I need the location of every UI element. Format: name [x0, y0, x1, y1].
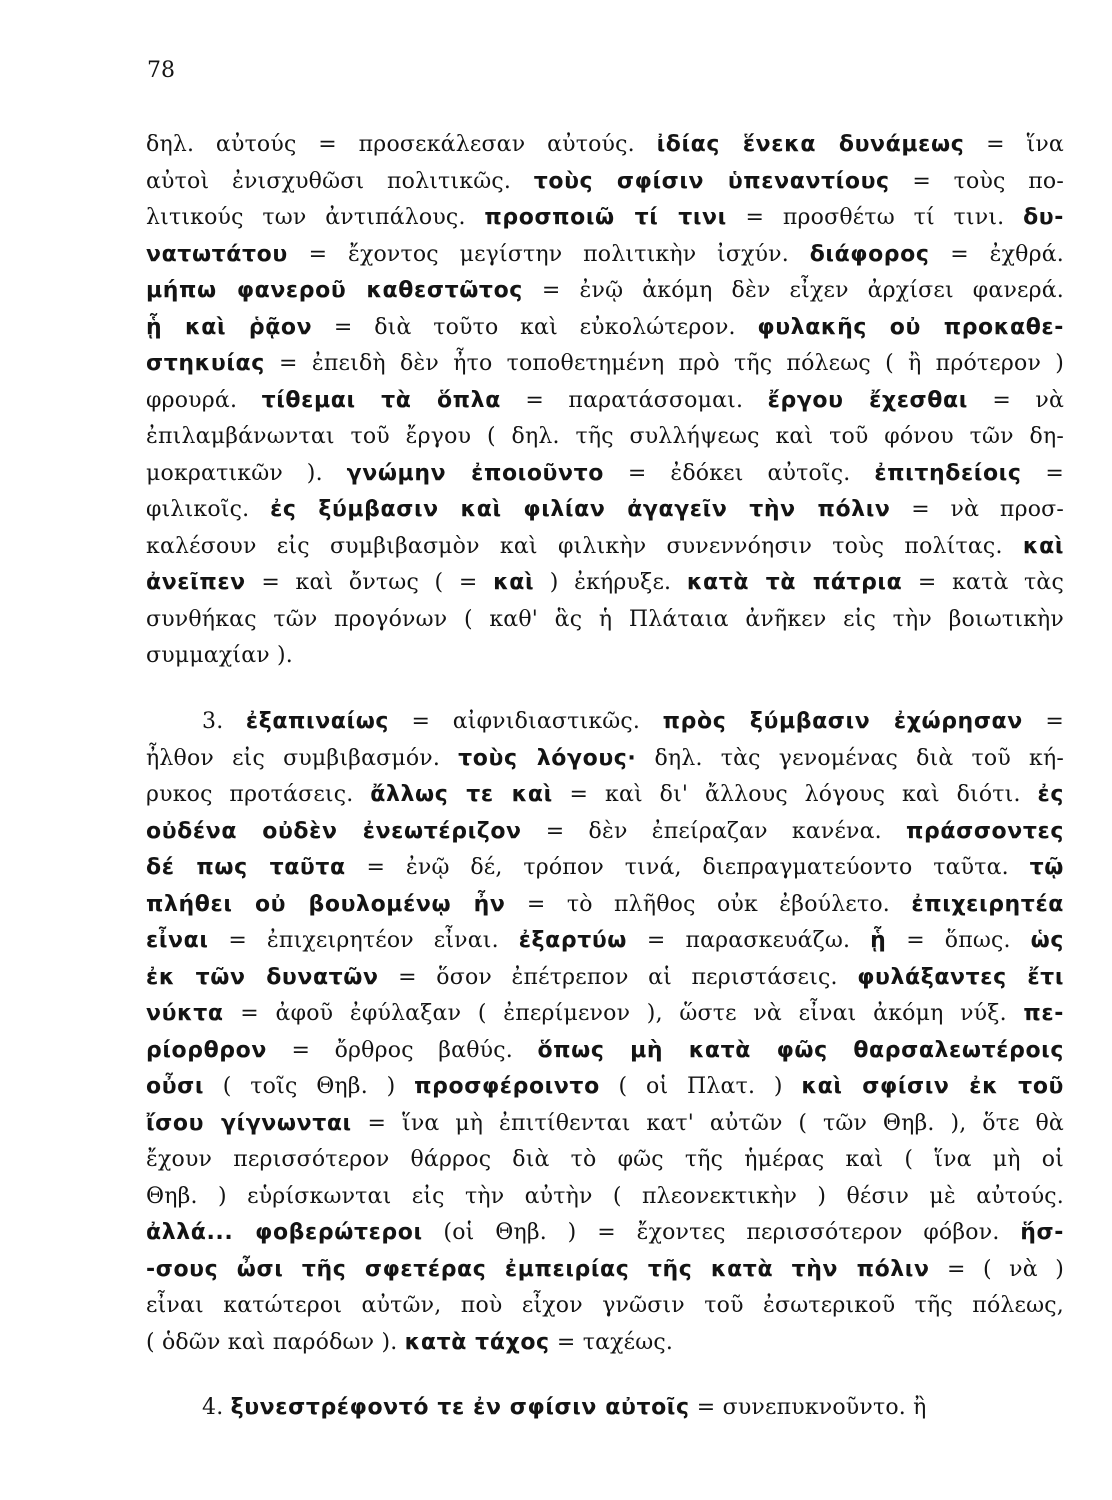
text-line [146, 814, 1064, 851]
lemma-term: ἐξαπιναίως [245, 709, 390, 734]
gloss-text: ἔχουν περισσότερον θάρρος διὰ τὸ φῶς τῆς ἡμέρας καὶ ( ἵνα μὴ οἱ [146, 1147, 1064, 1172]
gloss-text: = τοὺς πο- [889, 168, 1064, 194]
gloss-text: = κατὰ τὰς [902, 570, 1064, 595]
lemma-term: ἐπιτηδείοις [874, 460, 1022, 486]
gloss-text: δηλ. τὰς γενομένας διὰ τοῦ κή- [636, 745, 1064, 771]
text-line [146, 850, 1064, 887]
lemma-term: ρίορθρον [146, 1037, 267, 1063]
gloss-text: ( τοῖς Θηβ. ) [204, 1074, 415, 1099]
gloss-text: φιλικοῖς. [146, 497, 271, 522]
text-line [146, 127, 1064, 164]
gloss-text: = ἐνῷ δέ, τρόπον τινά, διεπραγματεύοντο ταῦτα. [345, 855, 1030, 880]
gloss-text: ἐπιλαμβάνωνται τοῦ ἔργου ( δηλ. τῆς συλλήψεως καὶ τοῦ φόνου τῶν δη- [146, 424, 1064, 449]
gloss-text: = ἔχοντος μεγίστην πολιτικὴν ἰσχύν. [287, 241, 810, 267]
lemma-term: προσφέροιντο [414, 1074, 600, 1099]
lemma-term: ἴσου γίγνωνται [146, 1110, 352, 1136]
lemma-term: ἐς [1037, 782, 1064, 807]
gloss-text: = ἐπιχειρητέον εἶναι. [208, 928, 519, 953]
lemma-term: τῷ [1029, 855, 1064, 880]
gloss-text: = ἵνα μὴ ἐπιτίθενται κατ' αὐτῶν ( τῶν Θηβ. ), ὅτε θὰ [351, 1110, 1064, 1136]
lemma-term: τοὺς λόγους· [458, 745, 637, 771]
lemma-term: κατὰ τὰ πάτρια [686, 570, 903, 595]
lemma-term: προσποιῶ τί τινι [484, 205, 727, 230]
gloss-text: = [1021, 460, 1064, 486]
lemma-term: καὶ [1022, 533, 1064, 559]
gloss-text: συμμαχίαν ). [146, 643, 294, 668]
text-line [146, 923, 1064, 960]
gloss-text: = ὄρθρος βαθύς. [266, 1037, 538, 1063]
lemma-term: φυλακῆς οὐ προκαθε- [757, 314, 1064, 340]
lemma-term: διάφορος [809, 241, 930, 267]
lemma-term: μήπω φανεροῦ καθεστῶτος [146, 278, 523, 303]
lemma-term: ὡς [1030, 928, 1064, 953]
text-line [146, 346, 1064, 383]
lemma-term: ἐξαρτύω [518, 928, 628, 953]
gloss-text: = ( νὰ ) [929, 1256, 1064, 1282]
gloss-text: = προσθέτω τί τινι. [726, 205, 1024, 230]
text-line [146, 602, 1064, 639]
gloss-text: = ἵνα [964, 132, 1064, 157]
gloss-text: 3. [202, 709, 246, 734]
text-line [146, 310, 1064, 347]
lemma-term: κατὰ τάχος [404, 1329, 550, 1355]
lemma-term: γνώμην ἐποιοῦντο [346, 460, 604, 486]
text-line [146, 777, 1064, 814]
lemma-term: ἰδίας ἕνεκα δυνάμεως [656, 132, 965, 157]
text-line [146, 1325, 1064, 1362]
text-line [146, 1252, 1064, 1289]
gloss-text: = ἀφοῦ ἐφύλαξαν ( ἐπερίμενον ), ὥστε νὰ εἶναι ἀκόμη νύξ. [223, 1001, 1024, 1026]
gloss-text: ( οἱ Πλατ. ) [599, 1074, 802, 1099]
gloss-text: (οἱ Θηβ. ) = ἔχοντες περισσότερον φόβον. [422, 1220, 1021, 1245]
text-line [146, 1142, 1064, 1179]
gloss-text: αὐτοὶ ἐνισχυθῶσι πολιτικῶς. [146, 168, 534, 194]
gloss-text: ) ἐκήρυξε. [534, 570, 687, 595]
text-line [146, 1179, 1064, 1216]
gloss-text: μοκρατικῶν ). [146, 460, 347, 486]
commentary-paragraph-4 [146, 1390, 1064, 1427]
gloss-text: = ὅπως. [886, 928, 1031, 953]
gloss-text: ρυκος προτάσεις. [146, 782, 371, 807]
lemma-term: -σους ὦσι τῆς σφετέρας ἐμπειρίας τῆς κατὰ τὴν πόλιν [146, 1256, 930, 1282]
text-line [146, 529, 1064, 566]
lemma-term: ἐς ξύμβασιν καὶ φιλίαν ἀγαγεῖν τὴν πόλιν [270, 497, 891, 522]
lemma-term: νατωτάτου [146, 241, 288, 267]
gloss-text: = συνεπυκνοῦντο. ἢ [689, 1395, 927, 1420]
gloss-text: εἶναι κατώτεροι αὐτῶν, ποὺ εἶχον γνῶσιν τοῦ ἐσωτερικοῦ τῆς πόλεως, [146, 1293, 1064, 1318]
text-line [146, 237, 1064, 274]
gloss-text: = ἐνῷ ἀκόμη δὲν εἶχεν ἀρχίσει φανερά. [522, 278, 1064, 303]
gloss-text: = καὶ ὄντως ( = [245, 570, 494, 595]
lemma-term: ἀνεῖπεν [146, 570, 246, 595]
lemma-term: καὶ σφίσιν ἐκ τοῦ [801, 1074, 1064, 1099]
lemma-term: οὖσι [146, 1074, 205, 1099]
text-line [146, 164, 1064, 201]
text-line [146, 200, 1064, 237]
lemma-term: στηκυίας [146, 351, 265, 376]
gloss-text: καλέσουν εἰς συμβιβασμὸν καὶ φιλικὴν συνεννόησιν τοὺς πολίτας. [146, 533, 1023, 559]
lemma-term: πράσσοντες [906, 818, 1064, 844]
lemma-term: ᾗ καὶ ῥᾷον [146, 314, 313, 340]
gloss-text: = παρατάσσομαι. [500, 387, 768, 413]
text-line [146, 741, 1064, 778]
lemma-term: ᾗ [870, 928, 887, 953]
lemma-term: πλήθει οὐ βουλομένῳ ἦν [146, 891, 506, 917]
lemma-term: ξυνεστρέφοντό τε ἐν σφίσιν αὐτοῖς [230, 1395, 690, 1420]
lemma-term: τίθεμαι τὰ ὅπλα [261, 387, 501, 413]
gloss-text: = ἐπειδὴ δὲν ἦτο τοποθετημένη πρὸ τῆς πόλεως ( ἢ πρότερον ) [264, 351, 1064, 376]
gloss-text: = διὰ τοῦτο καὶ εὐκολώτερον. [312, 314, 758, 340]
gloss-text: λιτικούς των ἀντιπάλους. [146, 205, 485, 230]
lemma-term: δέ πως ταῦτα [146, 855, 346, 880]
gloss-text: δηλ. αὐτούς = προσεκάλεσαν αὐτούς. [146, 132, 657, 157]
lemma-term: φυλάξαντες ἔτι [857, 964, 1064, 990]
gloss-text: ( ὁδῶν καὶ παρόδων ). [146, 1329, 405, 1355]
gloss-text: = ἐχθρά. [929, 241, 1064, 267]
lemma-term: ἐπιχειρητέα [911, 891, 1064, 917]
lemma-term: ἥσ- [1020, 1220, 1064, 1245]
lemma-term: νύκτα [146, 1001, 224, 1026]
commentary-paragraph-3 [146, 704, 1064, 1361]
gloss-text: = καὶ δι' ἄλλους λόγους καὶ διότι. [552, 782, 1038, 807]
lemma-term: ἀλλά... φοβερώτεροι [146, 1220, 423, 1245]
text-line [146, 996, 1064, 1033]
text-line [146, 887, 1064, 924]
text-line [146, 1033, 1064, 1070]
lemma-term: πρὸς ξύμβασιν ἐχώρησαν [662, 709, 1023, 734]
gloss-text: = τὸ πλῆθος οὐκ ἐβούλετο. [505, 891, 912, 917]
gloss-text: = ἐδόκει αὐτοῖς. [603, 460, 875, 486]
page-number: 78 [147, 58, 175, 83]
gloss-text: ἦλθον εἰς συμβιβασμόν. [146, 745, 459, 771]
lemma-term: πε- [1023, 1001, 1064, 1026]
lemma-term: ὅπως μὴ κατὰ φῶς θαρσαλεωτέροις [537, 1037, 1064, 1063]
gloss-text: = νὰ [967, 387, 1064, 413]
text-line [146, 383, 1064, 420]
gloss-text: συνθήκας τῶν προγόνων ( καθ' ἃς ἡ Πλάταια ἀνῆκεν εἰς τὴν βοιωτικὴν [146, 606, 1064, 632]
lemma-term: εἶναι [146, 928, 209, 953]
commentary-paragraph-2 [146, 127, 1064, 675]
text-line [146, 492, 1064, 529]
lemma-term: ἐκ τῶν δυνατῶν [146, 964, 379, 990]
text-line [146, 638, 1064, 675]
text-line [146, 960, 1064, 997]
gloss-text: Θηβ. ) εὑρίσκωνται εἰς τὴν αὐτὴν ( πλεονεκτικὴν ) θέσιν μὲ αὐτούς. [146, 1183, 1064, 1209]
gloss-text: = δὲν ἐπείραζαν κανένα. [521, 818, 907, 844]
gloss-text: = [1022, 709, 1064, 734]
gloss-text: = ταχέως. [549, 1329, 674, 1355]
lemma-term: καὶ [493, 570, 535, 595]
gloss-text: = ὅσον ἐπέτρεπον αἱ περιστάσεις. [378, 964, 858, 990]
text-line [146, 704, 1064, 741]
lemma-term: τοὺς σφίσιν ὑπεναντίους [533, 168, 890, 194]
lemma-term: δυ- [1023, 205, 1064, 230]
gloss-text: = νὰ προσ- [890, 497, 1064, 522]
text-line [146, 1215, 1064, 1252]
gloss-text: φρουρά. [146, 387, 262, 413]
lemma-term: ἔργου ἔχεσθαι [767, 387, 968, 413]
gloss-text: = αἰφνιδιαστικῶς. [389, 709, 663, 734]
gloss-text: 4. [202, 1395, 231, 1420]
text-line [146, 419, 1064, 456]
text-line [146, 1288, 1064, 1325]
lemma-term: οὐδένα οὐδὲν ἐνεωτέριζον [146, 818, 522, 844]
text-line [146, 1069, 1064, 1106]
text-line [146, 1106, 1064, 1143]
text-line [146, 273, 1064, 310]
text-line [146, 456, 1064, 493]
text-line [146, 1390, 1064, 1427]
lemma-term: ἄλλως τε καὶ [370, 782, 553, 807]
gloss-text: = παρασκευάζω. [627, 928, 871, 953]
text-line [146, 565, 1064, 602]
